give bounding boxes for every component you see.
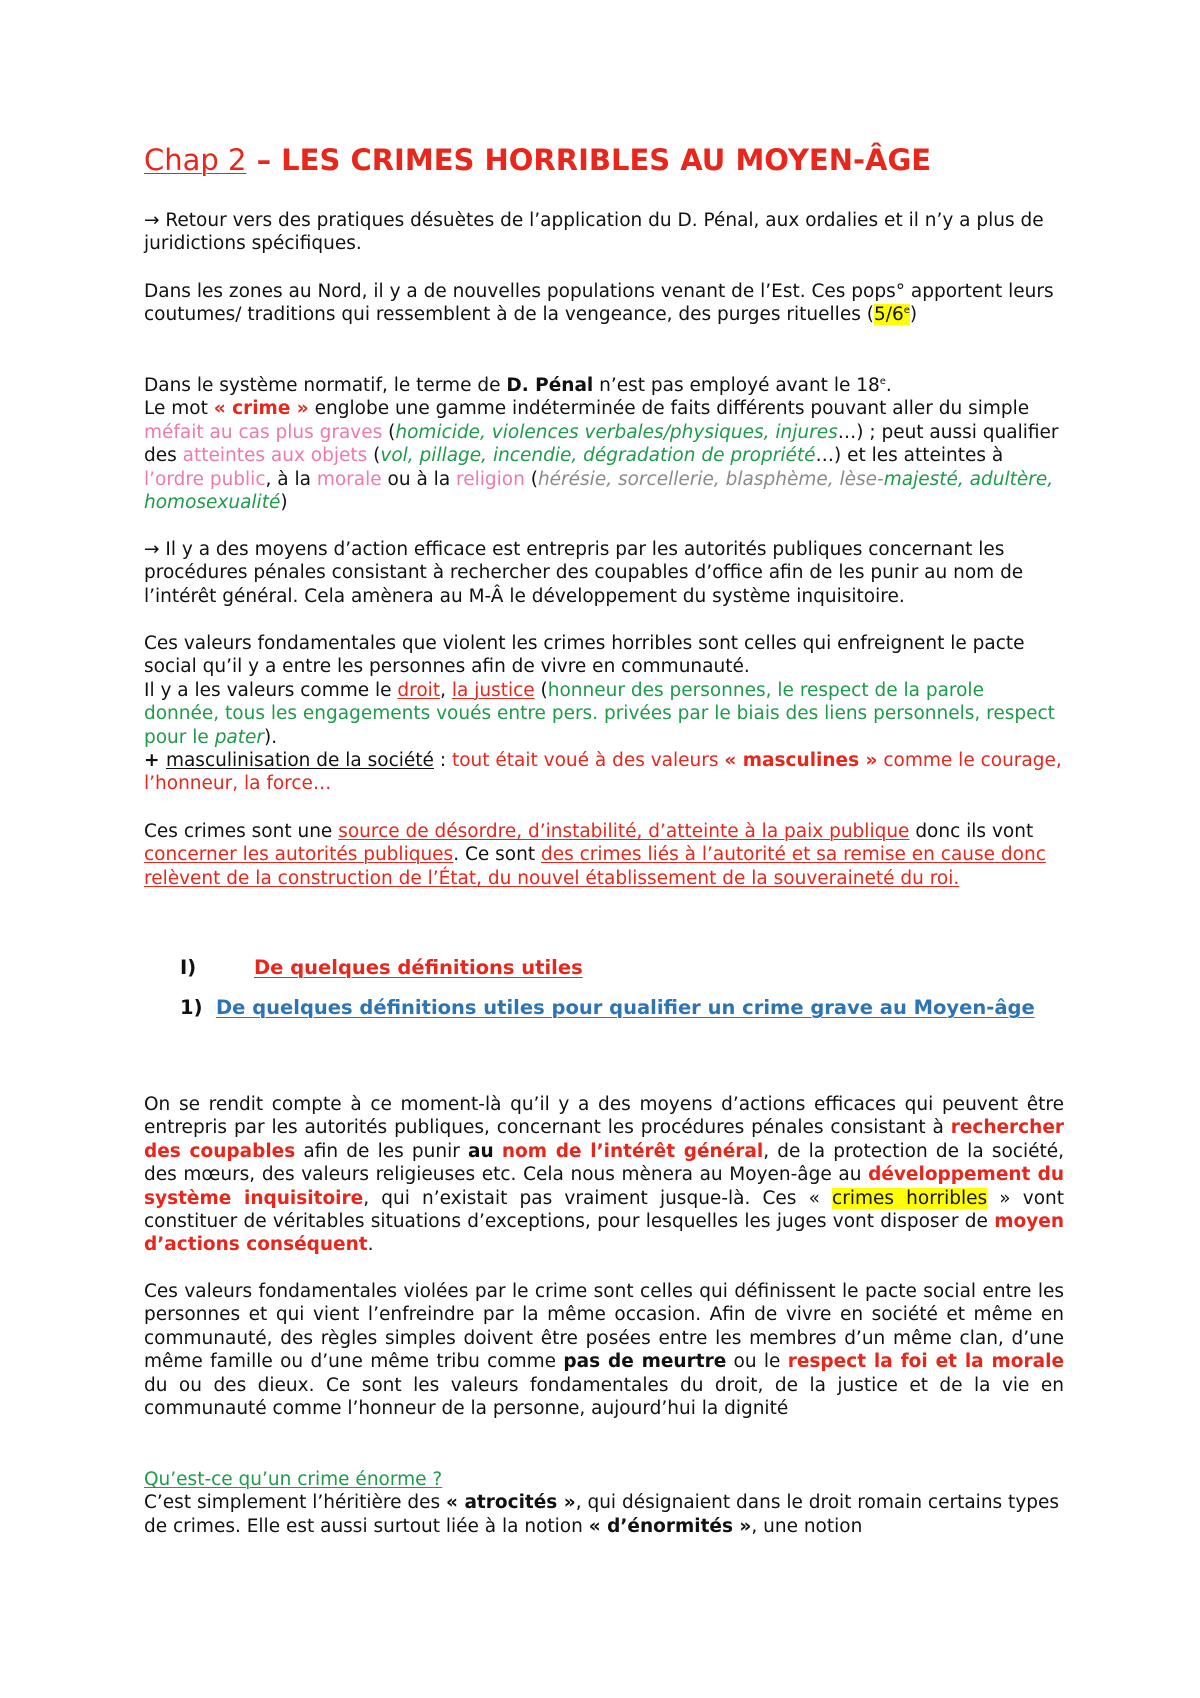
highlight: 5/6e [873, 304, 910, 326]
chapter-label: Chap 2 [144, 143, 247, 177]
chapter-title: – LES CRIMES HORRIBLES AU MOYEN-ÂGE [246, 143, 932, 177]
paragraph-normatif: Dans le système normatif, le terme de D. Pénal n’est pas employé avant le 18e. Le mot « crime » englobe une gamme indéterminée de faits différents pouvant aller du simple méfait au cas plus graves (homicide, violences verbales/physiques, injures…) ; peut aussi qualifier des atteintes aux objets (vol, pillage, incendie, dégradation de propriété…) et les atteintes à l’ordre public, à la morale ou à la religion (hérésie, sorcellerie, blasphème, lèse-majesté, adultère, homosexualité) [144, 375, 1059, 514]
highlight: crimes horribles [832, 1187, 988, 1209]
page-title [144, 142, 931, 178]
arrow-icon: → [144, 539, 160, 560]
paragraph-valeurs: Ces valeurs fondamentales que violent les crimes horribles sont celles qui enfreignent le pacte social qu’il y a entre les personnes afin de vivre en communauté. Il y a les valeurs comme le droit, la justice (honneur des personnes, le respect de la parole donnée, tous les engagements voués entre pers. privées par le biais des liens personnels, respect pour le pater). + masculinisation de la société : tout était voué à des valeurs « masculines » comme le courage, l’honneur, la force… [144, 633, 1062, 795]
paragraph-intro: → Retour vers des pratiques désuètes de l’application du D. Pénal, aux ordalies et il n’y a plus de juridictions spécifiques. [144, 210, 1044, 255]
paragraph-moyens: → Il y a des moyens d’action efficace est entrepris par les autorités publiques concernant les procédures pénales consistant à rechercher des coupables d’office afin de les punir au nom de l’intérêt général. Cela amènera au M-Â le développement du système inquisitoire. [144, 539, 1024, 607]
paragraph-populations: Dans les zones au Nord, il y a de nouvelles populations venant de l’Est. Ces pops° apportent leurs coutumes/ traditions qui ressemblent à de la vengeance, des purges rituelles (5/6e) [144, 281, 1054, 326]
paragraph-pacte-social: Ces valeurs fondamentales violées par le crime sont celles qui définissent le pacte social entre les personnes et qui vient l’enfreindre par la même occasion. Afin de vivre en société et même en communauté, des règles simples doivent être posées entre les membres d’un même clan, d’une même famille ou d’une même tribu comme pas de meurtre ou le respect la foi et la morale du ou des dieux. Ce sont les valeurs fondamentales du droit, de la justice et de la vie en communauté comme l’honneur de la personne, aujourd’hui la dignité [144, 1281, 1064, 1420]
subheading-question: Qu’est-ce qu’un crime énorme ? [144, 1469, 443, 1490]
arrow-icon: → [144, 210, 160, 231]
paragraph-crime-enorme: Qu’est-ce qu’un crime énorme ? C’est simplement l’héritière des « atrocités », qui désignaient dans le droit romain certains types de crimes. Elle est aussi surtout liée à la notion « d’énormités », une notion [144, 1469, 1060, 1537]
heading-level-1: I) De quelques définitions utiles [180, 956, 583, 979]
paragraph-rendit-compte: On se rendit compte à ce moment-là qu’il y a des moyens d’actions efficaces qui peuvent être entrepris par les autorités publiques, concernant les procédures pénales consistant à rechercher des coupables afin de les punir au nom de l’intérêt général, de la protection de la société, des mœurs, des valeurs religieuses etc. Cela nous mènera au Moyen-âge au développement du système inquisitoire, qui n’existait pas vraiment jusque-là. Ces « crimes horribles » vont constituer de véritables situations d’exceptions, pour lesquelles les juges vont disposer de moyen d’actions conséquent. [144, 1094, 1065, 1256]
paragraph-desordre: Ces crimes sont une source de désordre, d’instabilité, d’atteinte à la paix publique donc ils vont concerner les autorités publiques. Ce sont des crimes liés à l’autorité et sa remise en cause donc relèvent de la construction de l’État, du nouvel établissement de la souveraineté du roi. [144, 821, 1046, 889]
heading-level-2: 1) De quelques définitions utiles pour qualifier un crime grave au Moyen-âge [180, 996, 1035, 1019]
